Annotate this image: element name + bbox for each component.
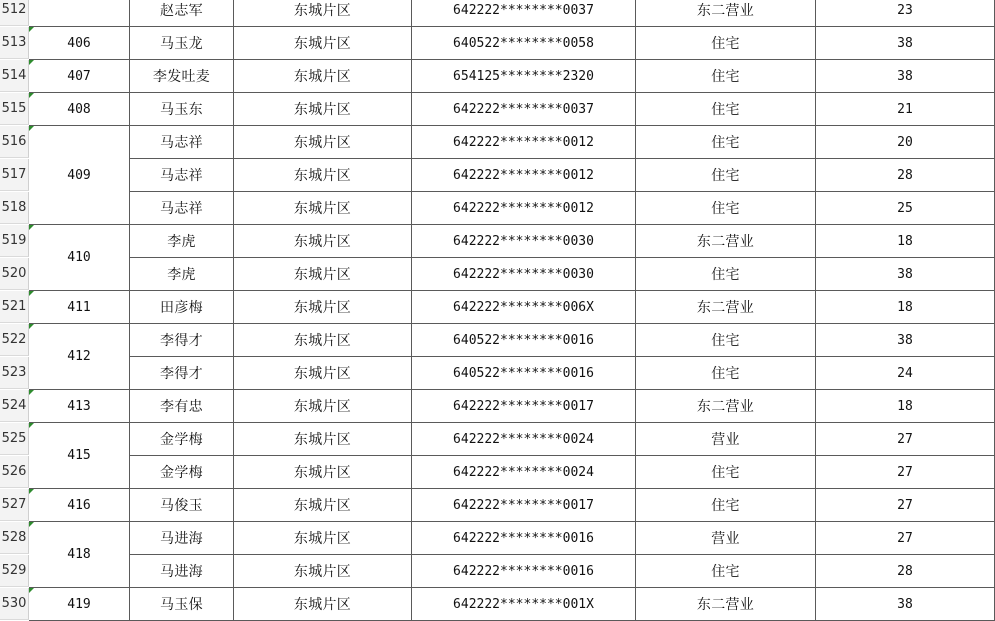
row-header[interactable]: 516 (0, 126, 29, 158)
row-header[interactable]: 525 (0, 423, 29, 455)
row-header[interactable]: 514 (0, 60, 29, 92)
cell-house-number[interactable]: 412 (29, 324, 130, 390)
cell-type[interactable]: 住宅 (636, 126, 816, 159)
row-header[interactable]: 528 (0, 522, 29, 554)
cell-type[interactable]: 住宅 (636, 60, 816, 93)
cell-val[interactable]: 38 (816, 60, 995, 93)
cell-area[interactable]: 东城片区 (234, 225, 412, 258)
row-header[interactable]: 530 (0, 588, 29, 620)
comment-marker-icon (29, 126, 34, 131)
cell-type[interactable]: 住宅 (636, 489, 816, 522)
cell-name[interactable]: 李发吐麦 (130, 60, 234, 93)
cell-type[interactable]: 营业 (636, 522, 816, 555)
cell-id[interactable]: 642222********0017 (412, 489, 636, 522)
cell-id[interactable]: 640522********0016 (412, 324, 636, 357)
cell-val[interactable]: 18 (816, 225, 995, 258)
cell-area[interactable]: 东城片区 (234, 159, 412, 192)
cell-id[interactable]: 642222********0017 (412, 390, 636, 423)
cell-area[interactable]: 东城片区 (234, 324, 412, 357)
cell-val[interactable]: 20 (816, 126, 995, 159)
cell-type[interactable]: 住宅 (636, 93, 816, 126)
cell-area[interactable]: 东城片区 (234, 291, 412, 324)
cell-type[interactable]: 住宅 (636, 324, 816, 357)
cell-type[interactable]: 东二营业 (636, 390, 816, 423)
cell-house-number[interactable]: 416 (29, 489, 130, 522)
cell-id[interactable]: 642222********0030 (412, 258, 636, 291)
cell-type[interactable]: 住宅 (636, 159, 816, 192)
cell-val[interactable]: 27 (816, 423, 995, 456)
cell-id[interactable]: 642222********0024 (412, 423, 636, 456)
row-header[interactable]: 513 (0, 27, 29, 59)
cell-val[interactable]: 27 (816, 522, 995, 555)
cell-val[interactable]: 38 (816, 27, 995, 60)
comment-marker-icon (29, 489, 34, 494)
cell-name[interactable]: 李虎 (130, 258, 234, 291)
cell-val[interactable]: 28 (816, 159, 995, 192)
cell-area[interactable]: 东城片区 (234, 93, 412, 126)
cell-type[interactable]: 住宅 (636, 192, 816, 225)
cell-id[interactable]: 642222********001X (412, 588, 636, 621)
cell-name[interactable]: 马进海 (130, 555, 234, 588)
cell-type[interactable]: 东二营业 (636, 588, 816, 621)
comment-marker-icon (29, 390, 34, 395)
cell-type[interactable]: 东二营业 (636, 0, 816, 27)
cell-area[interactable]: 东城片区 (234, 60, 412, 93)
cell-area[interactable]: 东城片区 (234, 0, 412, 27)
cell-type[interactable]: 东二营业 (636, 291, 816, 324)
cell-name[interactable]: 赵志军 (130, 0, 234, 27)
cell-house-number[interactable]: 409 (29, 126, 130, 225)
cell-type[interactable]: 住宅 (636, 258, 816, 291)
cell-name[interactable]: 李得才 (130, 324, 234, 357)
row-header[interactable]: 527 (0, 489, 29, 521)
cell-area[interactable]: 东城片区 (234, 27, 412, 60)
cell-id[interactable]: 642222********0037 (412, 93, 636, 126)
cell-val[interactable]: 23 (816, 0, 995, 27)
cell-id[interactable]: 642222********0037 (412, 0, 636, 27)
comment-marker-icon (29, 588, 34, 593)
cell-id[interactable]: 642222********0012 (412, 126, 636, 159)
cell-val[interactable]: 27 (816, 456, 995, 489)
cell-area[interactable]: 东城片区 (234, 258, 412, 291)
cell-area[interactable]: 东城片区 (234, 555, 412, 588)
cell-type[interactable]: 住宅 (636, 27, 816, 60)
cell-id[interactable]: 654125********2320 (412, 60, 636, 93)
row-header[interactable]: 523 (0, 357, 29, 389)
cell-name[interactable]: 马玉保 (130, 588, 234, 621)
comment-marker-icon (29, 93, 34, 98)
row-header[interactable]: 519 (0, 225, 29, 257)
cell-val[interactable]: 38 (816, 324, 995, 357)
comment-marker-icon (29, 291, 34, 296)
cell-name[interactable]: 马玉东 (130, 93, 234, 126)
cell-val[interactable]: 27 (816, 489, 995, 522)
row-header[interactable]: 520 (0, 258, 29, 290)
cell-val[interactable]: 18 (816, 291, 995, 324)
cell-name[interactable]: 李虎 (130, 225, 234, 258)
cell-area[interactable]: 东城片区 (234, 192, 412, 225)
cell-house-number[interactable]: 411 (29, 291, 130, 324)
cell-name[interactable]: 李有忠 (130, 390, 234, 423)
cell-house-number[interactable]: 415 (29, 423, 130, 489)
cell-house-number[interactable]: 419 (29, 588, 130, 621)
cell-name[interactable]: 马志祥 (130, 159, 234, 192)
comment-marker-icon (29, 324, 34, 329)
cell-val[interactable]: 38 (816, 258, 995, 291)
cell-name[interactable]: 金学梅 (130, 456, 234, 489)
cell-val[interactable]: 18 (816, 390, 995, 423)
cell-name[interactable]: 马志祥 (130, 192, 234, 225)
cell-house-number[interactable] (29, 0, 130, 27)
cell-area[interactable]: 东城片区 (234, 126, 412, 159)
comment-marker-icon (29, 522, 34, 527)
row-header[interactable]: 517 (0, 159, 29, 191)
cell-id[interactable]: 642222********0012 (412, 192, 636, 225)
cell-id[interactable]: 642222********0016 (412, 522, 636, 555)
cell-id[interactable]: 642222********006X (412, 291, 636, 324)
cell-name[interactable]: 马玉龙 (130, 27, 234, 60)
row-header[interactable]: 522 (0, 324, 29, 356)
cell-val[interactable]: 38 (816, 588, 995, 621)
cell-type[interactable]: 东二营业 (636, 225, 816, 258)
cell-area[interactable]: 东城片区 (234, 456, 412, 489)
cell-type[interactable]: 住宅 (636, 456, 816, 489)
row-header[interactable]: 521 (0, 291, 29, 323)
cell-id[interactable]: 642222********0030 (412, 225, 636, 258)
cell-house-number[interactable]: 418 (29, 522, 130, 588)
cell-house-number[interactable]: 408 (29, 93, 130, 126)
cell-id[interactable]: 640522********0016 (412, 357, 636, 390)
cell-name[interactable]: 马志祥 (130, 126, 234, 159)
cell-val[interactable]: 24 (816, 357, 995, 390)
cell-type[interactable]: 住宅 (636, 555, 816, 588)
cell-area[interactable]: 东城片区 (234, 489, 412, 522)
cell-area[interactable]: 东城片区 (234, 357, 412, 390)
row-header[interactable]: 515 (0, 93, 29, 125)
row-header[interactable]: 512 (0, 0, 29, 26)
cell-name[interactable]: 李得才 (130, 357, 234, 390)
cell-area[interactable]: 东城片区 (234, 588, 412, 621)
cell-name[interactable]: 金学梅 (130, 423, 234, 456)
cell-id[interactable]: 642222********0016 (412, 555, 636, 588)
cell-name[interactable]: 马进海 (130, 522, 234, 555)
cell-house-number[interactable]: 413 (29, 390, 130, 423)
row-header[interactable]: 529 (0, 555, 29, 587)
comment-marker-icon (29, 225, 34, 230)
comment-marker-icon (29, 27, 34, 32)
cell-id[interactable]: 640522********0058 (412, 27, 636, 60)
row-header[interactable]: 524 (0, 390, 29, 422)
cell-type[interactable]: 营业 (636, 423, 816, 456)
row-header[interactable]: 526 (0, 456, 29, 488)
cell-area[interactable]: 东城片区 (234, 390, 412, 423)
comment-marker-icon (29, 60, 34, 65)
cell-id[interactable]: 642222********0012 (412, 159, 636, 192)
comment-marker-icon (29, 423, 34, 428)
cell-area[interactable]: 东城片区 (234, 522, 412, 555)
cell-house-number[interactable]: 407 (29, 60, 130, 93)
cell-name[interactable]: 田彦梅 (130, 291, 234, 324)
cell-house-number[interactable]: 406 (29, 27, 130, 60)
row-header[interactable]: 518 (0, 192, 29, 224)
cell-val[interactable]: 28 (816, 555, 995, 588)
cell-house-number[interactable]: 410 (29, 225, 130, 291)
cell-val[interactable]: 25 (816, 192, 995, 225)
cell-name[interactable]: 马俊玉 (130, 489, 234, 522)
cell-type[interactable]: 住宅 (636, 357, 816, 390)
cell-val[interactable]: 21 (816, 93, 995, 126)
cell-area[interactable]: 东城片区 (234, 423, 412, 456)
cell-id[interactable]: 642222********0024 (412, 456, 636, 489)
